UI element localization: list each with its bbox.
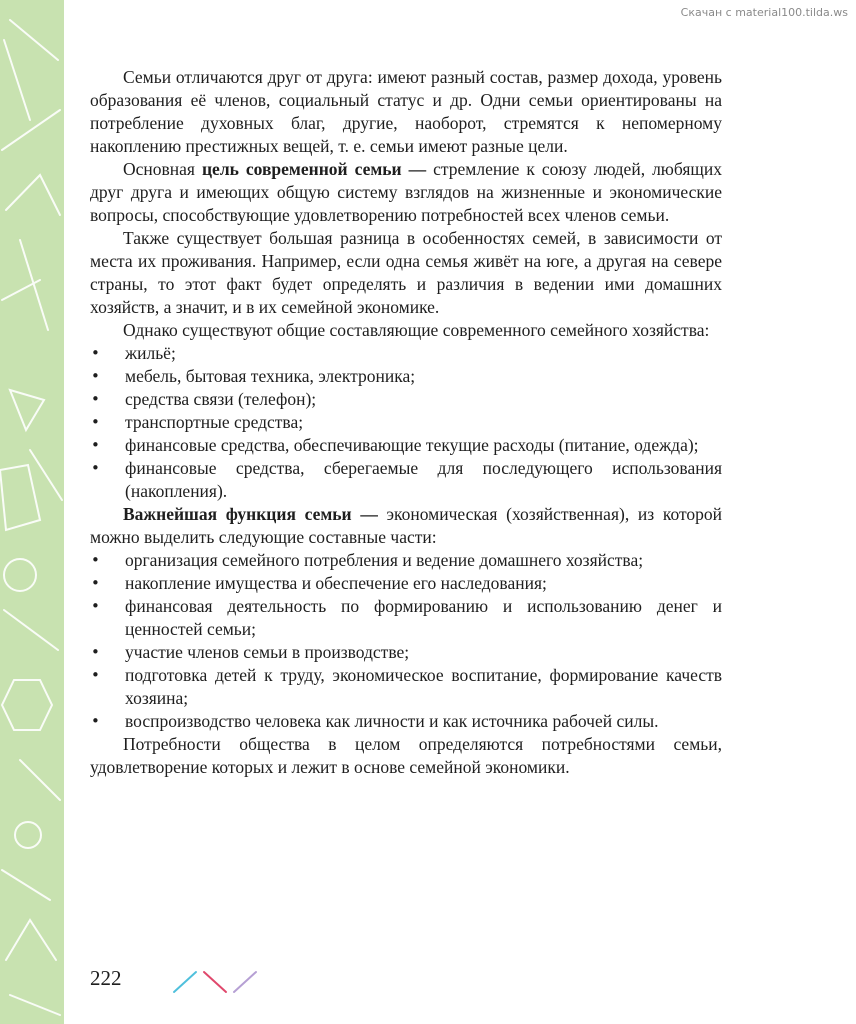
list-item: • организация семейного потребления и ведение домашнего хозяйства; — [125, 549, 722, 572]
term-family-function: Важнейшая функция семьи — — [123, 504, 378, 524]
decorative-strokes — [170, 968, 260, 994]
page-number: 222 — [90, 966, 122, 990]
list-item: • воспроизводство человека как личности и как источника рабочей силы. — [125, 710, 722, 733]
list-item: • финансовые средства, обеспечивающие текущие расходы (питание, одежда); — [125, 434, 722, 457]
paragraph-components-intro: Однако существуют общие составляющие современного семейного хозяйства: — [123, 320, 710, 340]
list-item: • финансовая деятельность по формированию и использованию денег и ценностей семьи; — [125, 595, 722, 641]
list-item: • средства связи (телефон); — [125, 388, 722, 411]
list-item: • подготовка детей к труду, экономическое воспитание, формирование качеств хозяина; — [125, 664, 722, 710]
list-item: • транспортные средства; — [125, 411, 722, 434]
economic-function-parts-list — [90, 549, 722, 733]
paragraph-society-needs: Потребности общества в целом определяются потребностями семьи, удовлетворение которых и лежит в основе семейной экономики. — [90, 734, 722, 777]
list-item: • участие членов семьи в производстве; — [125, 641, 722, 664]
paragraph-lead: Основная — [123, 159, 202, 179]
list-item: • финансовые средства, сберегаемые для последующего использования (накопления). — [125, 457, 722, 503]
paragraph-rest: стремление к союзу людей, любящих друг друга и имеющих общую систему взглядов на жизненные и экономические вопросы, способствующие удовлетворению потребностей всех членов семьи. — [90, 159, 722, 225]
decorative-side-strip — [0, 0, 64, 1024]
page-body — [90, 66, 722, 779]
paragraph-family-goal — [90, 158, 722, 227]
watermark-text: Скачан с material100.tilda.ws — [680, 6, 848, 19]
paragraph-family-function — [90, 503, 722, 549]
list-item: • мебель, бытовая техника, электроника; — [125, 365, 722, 388]
paragraph-residence-differences: Также существует большая разница в особенностях семей, в зависимости от места их проживания. Например, если одна семья живёт на юге, а другая на севере страны, то этот факт будет определять и различия в ведении ими домашних хозяйств, а значит, и в их семейной экономике. — [90, 228, 722, 317]
term-family-goal: цель современной семьи — — [201, 159, 427, 179]
list-item: • накопление имущества и обеспечение его наследования; — [125, 572, 722, 595]
list-item: • жильё; — [125, 342, 722, 365]
household-components-list — [90, 342, 722, 503]
paragraph-rest: экономическая (хозяйственная), из которой можно выделить следующие составные части: — [90, 504, 723, 547]
paragraph-family-differences: Семьи отличаются друг от друга: имеют разный состав, размер дохода, уровень образования её членов, социальный статус и др. Одни семьи ориентированы на потребление духовных благ, другие, наоборот, стремятся к непомерному накоплению престижных вещей, т. е. семьи имеют разные цели. — [90, 67, 722, 156]
